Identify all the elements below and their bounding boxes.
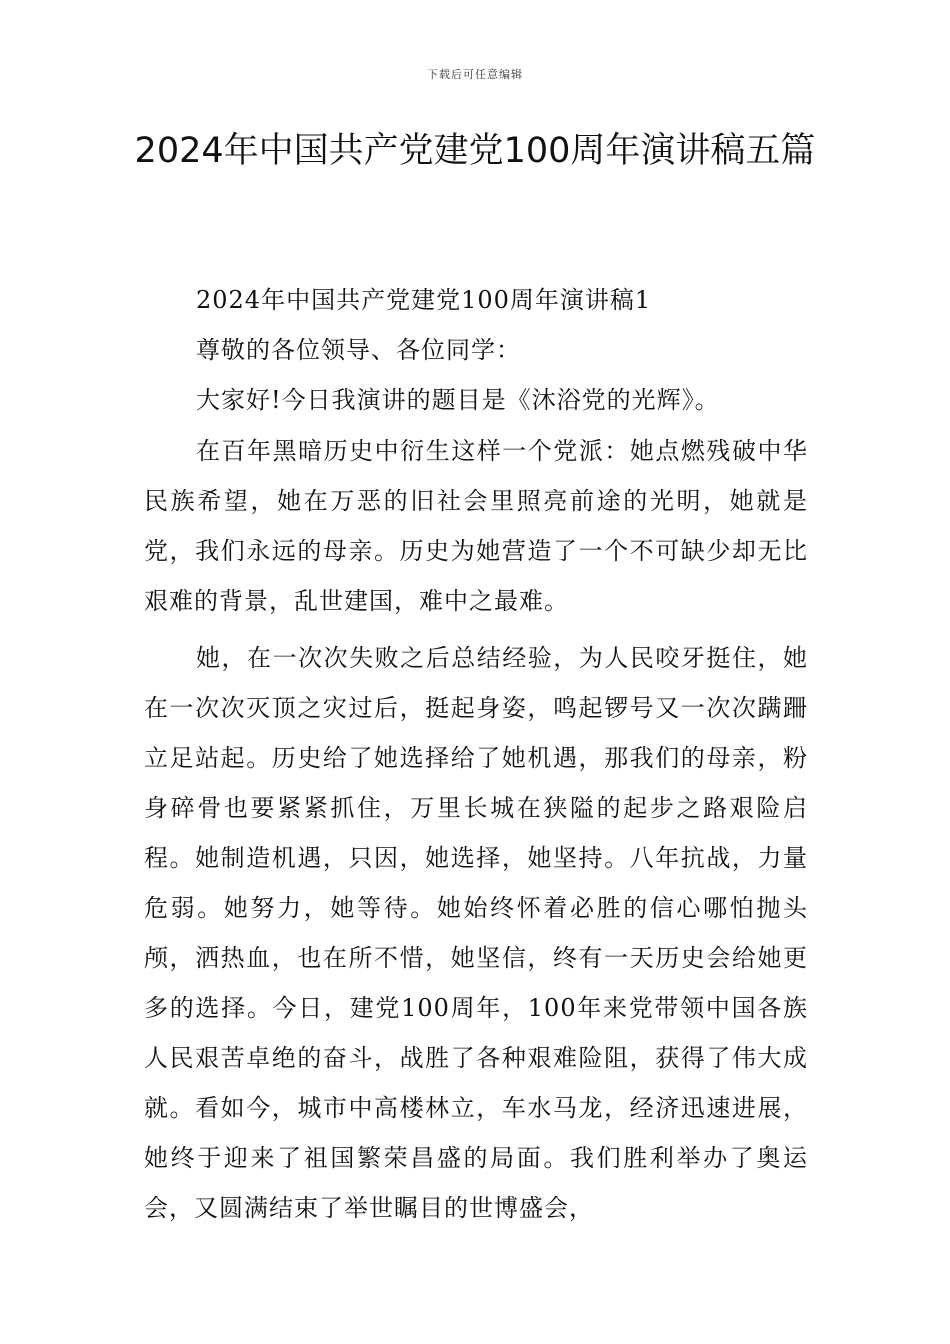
document-title: 2024年中国共产党建党100周年演讲稿五篇 [134,131,816,171]
salutation: 尊敬的各位领导、各位同学： [196,336,521,364]
greeting: 大家好!今日我演讲的题目是《沐浴党的光辉》。 [196,386,720,414]
paragraph-2: 她，在一次次失败之后总结经验，为人民咬牙挺住，她在一次次灭顶之灾过后，挺起身姿，鸣起锣号又一次次蹒跚立足站起。历史给了她选择给了她机遇，那我们的母亲，粉身碎骨也要紧紧抓住，万里长城在狭隘的起步之路艰险启程。她制造机遇，只因，她选择，她坚持。八年抗战，力量危弱。她努力，她等待。她始终怀着必胜的信心哪怕抛头颅，洒热血，也在所不惜，她坚信，终有一天历史会给她更多的选择。今日，建党100周年，100年来党带领中国各族人民艰苦卓绝的奋斗，战胜了各种艰难险阻，获得了伟大成就。看如今，城市中高楼林立，车水马龙，经济迅速进展，她终于迎来了祖国繁荣昌盛的局面。我们胜利举办了奥运会，又圆满结束了举世瞩目的世博盛会， [144,644,808,1222]
header-note: 下载后可任意编辑 [427,68,523,81]
speech-heading: 2024年中国共产党建党100周年演讲稿1 [196,286,652,314]
paragraph-1: 在百年黑暗历史中衍生这样一个党派：她点燃残破中华民族希望，她在万恶的旧社会里照亮前途的光明，她就是党，我们永远的母亲。历史为她营造了一个不可缺少却无比艰难的背景，乱世建国，难中之最难。 [144,437,808,615]
document-body [144,282,808,1246]
